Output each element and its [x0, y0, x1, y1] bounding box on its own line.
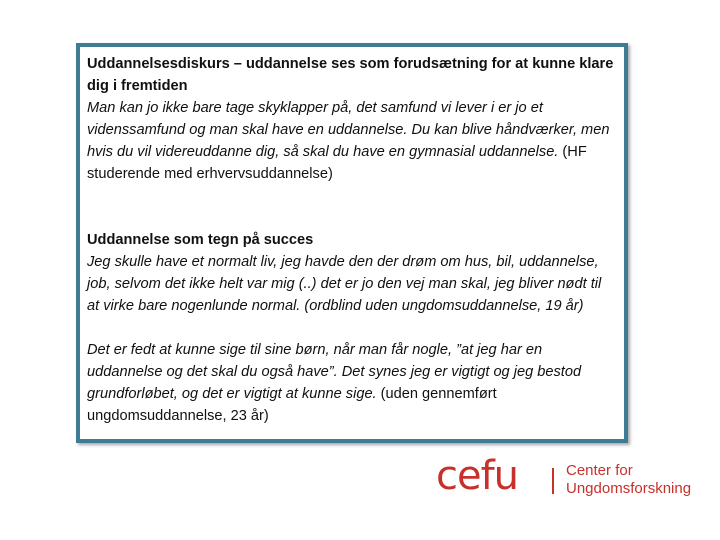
section-3-source: (uden gennemført ungdomsuddannelse, 23 år) — [87, 386, 497, 424]
logo-line-1: Center for — [566, 462, 633, 479]
logo-divider — [552, 468, 554, 494]
section-1 — [87, 53, 614, 185]
logo-subtitle — [566, 462, 691, 498]
section-3 — [87, 339, 614, 427]
section-2-quote: Jeg skulle have et normalt liv, jeg havde den der drøm om hus, bil, uddannelse, job, selvom det ikke helt var mig (..) det er jo den vej man skal, jeg bliver nødt til at virke bare nogenlunde normal. (ordblind uden ungdomsuddannelse, 19 år) — [87, 254, 602, 314]
logo-line-2: Ungdomsforskning — [566, 480, 692, 497]
spacer — [87, 185, 614, 229]
section-2 — [87, 229, 614, 317]
quote-box — [76, 43, 628, 443]
logo-wordmark: cefu — [436, 453, 519, 499]
section-1-heading: Uddannelsesdiskurs – uddannelse ses som forudsætning for at kunne klare dig i fremtiden — [87, 56, 614, 94]
section-1-source: (HF studerende med erhvervsuddannelse) — [87, 144, 587, 182]
spacer — [87, 317, 614, 339]
section-3-quote: Det er fedt at kunne sige til sine børn, når man får nogle, ”at jeg har en uddannelse og det skal du også have”. Det synes jeg er vigtigt og jeg bestod grundforløbet, og det er vigtigt at kunne sige. — [87, 342, 582, 402]
section-2-heading: Uddannelse som tegn på succes — [87, 232, 314, 248]
section-1-quote: Man kan jo ikke bare tage skyklapper på, det samfund vi lever i er jo et videnssamfund og man skal have en uddannelse. Du kan blive håndværker, men hvis du vil videreuddanne dig, så skal du have en gymnasial uddannelse. — [87, 100, 610, 160]
cefu-logo — [436, 453, 706, 499]
